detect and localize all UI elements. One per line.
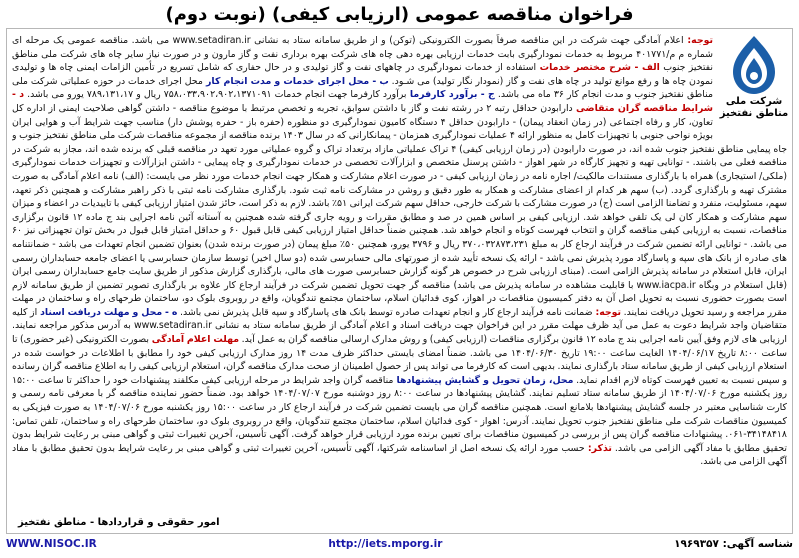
logo-spacer bbox=[713, 34, 787, 130]
label-guarantee-note: توجه: bbox=[592, 306, 622, 318]
label-reminder: تذکر: bbox=[584, 442, 612, 454]
label-employer-estimate: ج - برآورد کارفرما bbox=[406, 89, 495, 101]
paragraph-document-deadline: از کلیه متقاضیان واجد شرایط دعوت به عمل می آید ظرف مهلت مقرر در این فراخوان جهت دریافت اسناد و اعلام آمادگی از طریق سامانه ستاد به نشانی www.setadiran.ir به آدرس مذکور مراجعه نمایند. ارزیابی های لازم وفق آیین نامه اجرایی بند ج ماده ۱۲ قانون برگزاری مناقصات (ارزیابی کیفی) و روش مدارک ارسالی مناقصه گران به عمل آید. bbox=[12, 306, 787, 346]
paragraph-employer-estimate: برآورد کارفرما جهت انجام خدمات ۷۵۸،۰۳۳،۹۰۲،۹۰۲،۱۳۷۱۰۹۱ ریال و ۷۸۹،۱۳۱،۱۷ یورو می باشد. bbox=[24, 89, 407, 101]
paragraph-intro: اعلام آمادگی جهت شرکت در این مناقصه صرفاً بصورت الکترونیکی (توکن) و از طریق سامانه ستاد به نشانی www.setadiran.ir می باشد. مناقصه عمومی یک مرحله ای شماره م م/۴۰۱۷۷۱ مربوط به خدمات نمودارگیری بابت خدمات ارزیابی بهره دهی چاه های شرکت بهره برداری نفت و گاز مارون و در صورت نیاز سایر چاه های شرکت ملی مناطق نفتخیز جنوب bbox=[12, 35, 713, 74]
logo-caption-line2: مناطق نفتخیز bbox=[719, 108, 789, 119]
paragraph-guarantee-note: ضمانت نامه فرآیند ارجاع کار و انجام تعهدات صادره توسط بانک های پاسارگاد و سپه قابل پذیرش نمی باشد. bbox=[177, 306, 593, 318]
notice-label: توجه: bbox=[683, 35, 714, 46]
paragraph-bid-delivery: مناقصه گران واجد شرایط در مرحله ارزیابی کیفی مکلفند پیشنهادات خود را حداکثر تا ساعت ۱۵:۰۰ روز یکشنبه مورخ ۱۴۰۴/۰۷/۰۶ از طریق سامانه ستاد تسلیم نمایند. گشایش پیشنهادها در ساعت ۸:۰۰ روز دوشنبه مورخ ۱۴۰۴/۰۷/۰۷ خواهد بود. ضمناً حضور نماینده مناقصه گر با معرفی نامه رسمی و کارت شناسایی معتبر در جلسه گشایش پیشنهادها بلامانع است. همچنین مناقصه گران می بایست تضمین شرکت در فرآیند ارجاع کار در ساعت ۱۵:۰۰ روز یکشنبه مورخ ۱۴۰۴/۰۷/۰۶ به صورت فیزیکی به کمیسیون مناقصات شرکت ملی مناطق نفتخیز جنوب تحویل نمایند. آدرس: اهواز - کوی فدائیان اسلام، ساختمان مجتمع تندگویان، واقع در روبروی بلوک دو، ساختمان طرحهای راه و ساختمان، تلفن تماس: ۳۴۱۴۸۴۱۸-۰۶۱. bbox=[12, 374, 787, 441]
label-document-deadline: ه - محل و مهلت دریافت اسناد bbox=[37, 306, 178, 318]
label-bidder-conditions: د - شرایط مناقصه گران متقاضی bbox=[12, 89, 713, 114]
footer-website-link[interactable]: WWW.NISOC.IR bbox=[6, 538, 97, 550]
footer bbox=[6, 534, 793, 554]
paragraph-reminder: حسب مورد ارائه یک نسخه اصل از اساسنامه شرکتها، آگهی تأسیس، آخرین تغییرات ثبتی و گواهی مبنی بر رعایت شرایط بدون تحقیق مطابق با مفاد آگهی الزامی می باشد. bbox=[12, 442, 787, 468]
label-location-duration: ب - محل اجرای خدمات و مدت انجام کار bbox=[202, 75, 389, 87]
paragraph-bidder-conditions: دارابودن حداقل رتبه ۲ در رشته نفت و گاز با داشتن سوابق، تجربه و تخصص مرتبط با موضوع مناقصه - داشتن گواهی صلاحیت ایمنی از اداره کل تعاون، کار و رفاه اجتماعی (در زمان انعقاد پیمان) - دارابودن حداقل ۴ دستگاه کامیون نمودارگیری دو منظوره (حفره باز - حفره پوشش دار) مناسب جهت شرایط آب و هوایی ایران بویژه نواحی جنوبی با تجهیزات کامل به منظور ارائه ۴ عملیات نمودارگیری همزمان - پیمانکارانی که در سال ۱۴۰۳ برنده مناقصه از مجموعه مناقصات شرکت ملی مناطق نفتخیز جنوب و جاه پیمایی مناطق نفتخیز جنوب شده اند، در صورت دارابودن (در زمان ارزیابی کیفی) ۴ تراک عملیاتی مازاد برتعداد تراک و گروه عملیاتی مورد تعهد در مناقصه قبلی که برنده شده اند، مجاز به شرکت در مناقصه فعلی می باشند. - توانایی تهیه و تجهیز کارگاه در شهر اهواز - داشتن پرسنل متخصص و ابزارآلات تخصصی در خدمات نمودارگیری و چاه پیمایی - داشتن ابزارآلات و تجهیزات خدمات نمودارگیری (ملکی/ استیجاری) همراه با بارگذاری مستندات مالکیت/ اجاره نامه در زمان ارزیابی کیفی - در صورت اعلام مشارکت و همکار جهت انجام خدمات مورد نظر می بایست: (الف) نامه اعلام آمادگی به صورت مشترک تهیه و بارگذاری گردد. (ب) سهم هر کدام از اعضای مشارکت و همکار به طور دقیق و روشن در مشارکت نامه ثبت شود. بارگذاری مشارکت نامه ثبتی با ذکر راهبر مشارکت و همچنین ذکر تعهد، سهم، مسئولیت، منفرد و تضامنا الزامی است (ج) در صورت مشارکت با شرکت خارجی، حداقل سهم شرکت ایرانی ۵۱٪ باشد. لازم به ذکر است، حائز شدن امتیاز ارزیابی کیفی با تاییدیات در اعضاء و میزان سهم مشارکت و همکار کان لی یک تلقی خواهد شد. ارزیابی کیفی بر اساس همین در صد و مطابق مقررات و رویه جاری گرفته شده همچنین به آستانه آئین نامه اجرایی بند ج ماده ۱۲ قانون برگزاری مناقصات، نسبت به ارزیابی کیفی مناقصه گران و انتخاب فهرست کوتاه و انجام خواهد شد. همچنین ضمناً حداقل امتیاز ارزیابی کیفی قابل قبول ۶۰ و حداقل امتیاز قابل قبول در بخش توان تجهیزاتی نیز ۶۰ می باشد. - توانایی ارائه تضمین شرکت در فرآیند ارجاع کار به مبلغ ۳۷۰،۰۳۲۸۷۳،۲۳۱ ریال و ۳۷۹۶ یورو، همچنین ۵۰٪ مبلغ پیمان (در صورت برنده شدن) بعنوان تضمین انجام تعهدات می باشد - ضمانتنامه های صادره از بانک های سپه و پاسارگاد مورد پذیرش نمی باشد - ارائه یک نسخه تأیید شده از صورتهای مالی حسابرسی شده (دو سال اخیر) توسط سازمان حسابرسی یا اعضای جامعه حسابداران رسمی ایران، قابل استعلام در سامانه پذیرش الزامی است. (مبنای ارزیابی شرح در خصوص هر گونه گزارش حسابرسی صورت های مالی، بارگذاری گزارش مذکور از طریق سایت جامع حسابداران رسمی ایران (قابل استعلام در وبگاه www.iacpa.ir با قابلیت مشاهده در سامانه پذیرش می باشد) مناقصه گر جهت تحویل تضمین شرکت در فرآیند ارجاع کار علاوه بر بارگذاری تصویر تضمین از طریق سامانه لازم است بصورت حضوری نسبت به تحویل اصل آن به دفتر کمیسیون مناقصات در اهواز، کوی فدائیان اسلام، ساختمان مجتمع تندگویان، واقع در روبروی بلوک دو، ساختمان طرحهای راه و ساختمان در مهلت مقرر مراجعه و رسید تحویل دریافت نمایند. bbox=[12, 102, 787, 318]
label-service-description: الف - شرح مختصر خدمات bbox=[536, 62, 660, 74]
paragraph-readiness-deadline: بصورت الکترونیکی (غیر حضوری) تا ساعت ۸:۰۰ تاریخ ۱۴۰۴/۰۶/۱۷ الغایت ساعت ۱۹:۰۰ تاریخ ۱۴۰۴/۰۶/۳۰ می باشد. ضمناً امضای بایستی حداکثر ظرف مدت ۱۴ روز مدارک ارزیابی کیفی خود را مطابق با اطلاعات در خواست شده در استعلام ارزیابی کیفی از طریق سامانه ستاد بارگذاری نمایند. بدیهی است که کارفرما می تواند پس از حصول اطمینان از صحت مدارک مناقصه گران، استعلام ارزیابی کیفی را به اطلاع مناقصه گران رسانده و سپس نسبت به تعیین فهرست کوتاه لازم اقدام نماید. bbox=[12, 334, 787, 386]
paragraph-service-description: استفاده از خدمات نمودارگیری در چاههای نفت و گاز تولیدی و در حال حفاری که شامل تسریع در تأمین الزامات ایمنی چاه ها و تولیدی نمودن چاه ها و رفع موانع تولید در چاه های نفت و گاز (نمودار نگار تولید) می شـود. bbox=[12, 62, 713, 87]
page-title: فراخوان مناقصه عمومی (ارزیابی کیفی) (نوبت دوم) bbox=[165, 4, 634, 25]
logo-caption-line1: شرکت ملی bbox=[725, 96, 783, 107]
paragraph-location-duration: محل اجرای خدمات در حوزه عملیاتی شرکت ملی مناطق نفتخیز جنوب و مدت انجام کار ۳۶ ماه می باشد. bbox=[12, 75, 713, 101]
notice-body bbox=[12, 34, 787, 508]
issuer-signature: امور حقوقی و قراردادها - مناطق نفتخیز bbox=[18, 517, 220, 528]
footer-notice-id: شناسه آگهی: ۱۹۶۹۳۵۷ bbox=[674, 538, 793, 550]
label-readiness-deadline: مهلت اعلام آمادگی bbox=[148, 334, 240, 346]
paragraph-evaluation: پیشنهادات مناقصه گران پس از بررسی در کمیسیون مناقصات برای تعیین برنده مورد ارزیابی قرار خواهد گرفت. آگهی تأسیس، آخرین تغییرات ثبتی و گواهی مبنی بر رعایت شرایط بدون تحقیق مطابق با مفاد آگهی الزامی می باشد. bbox=[12, 429, 787, 454]
label-bid-delivery: محل، زمان تحویل و گشایش پیشنهادها bbox=[393, 374, 574, 386]
footer-tender-portal-link[interactable]: http://iets.mporg.ir bbox=[328, 538, 443, 550]
